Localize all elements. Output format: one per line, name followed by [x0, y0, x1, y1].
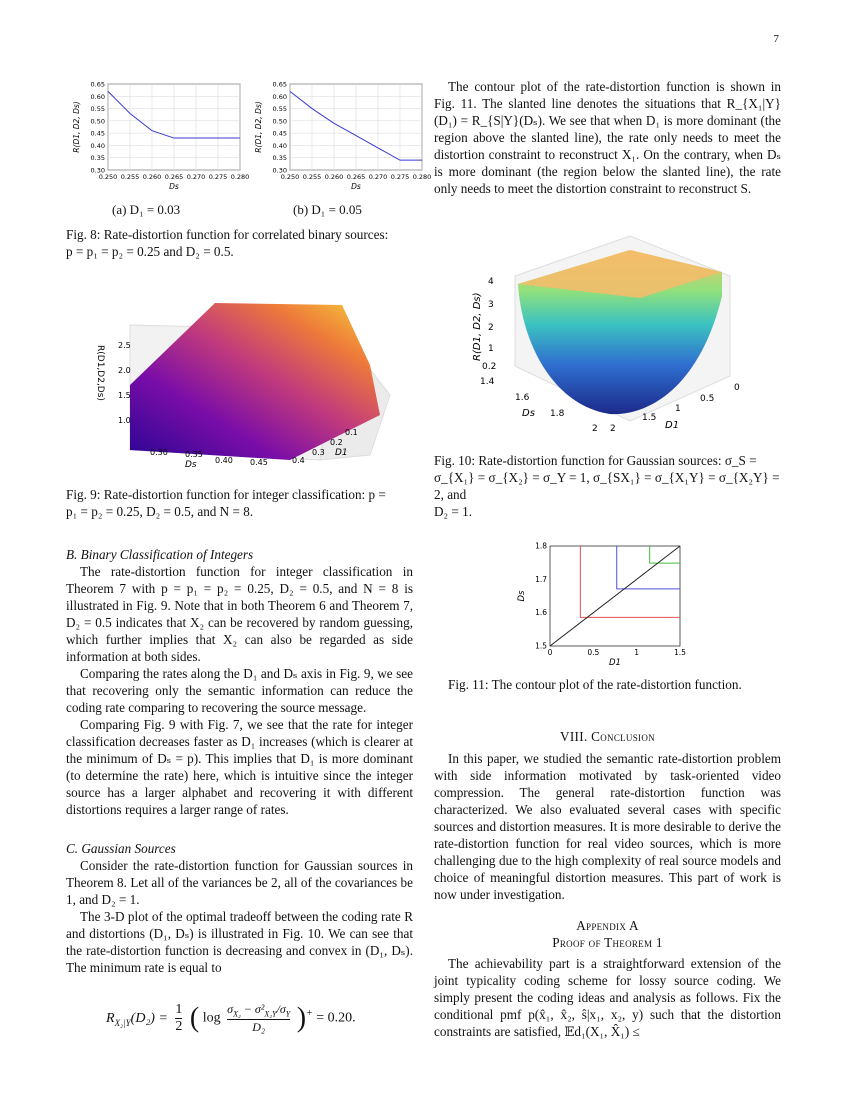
y-axis-label: Ds: [517, 590, 527, 602]
fig8a-label: (a) D₁ = 0.03: [112, 202, 181, 217]
fig10-zt1: 3: [488, 300, 494, 310]
fig10-yt4: 2: [610, 424, 616, 434]
fig9-surface-plot: [90, 285, 410, 475]
x-tick-label: 0.255: [302, 173, 322, 181]
y-tick-label: 0.30: [90, 166, 105, 175]
x-axis-label: Ds: [169, 182, 179, 191]
y-tick-label: 0.55: [90, 105, 105, 114]
fig10-yt1: 0.5: [700, 394, 715, 404]
contour-paragraph-text: The contour plot of the rate-distortion function is shown in Fig. 11. The slanted line denotes the situations that R_{X₁|Y}(D₁) = R_{S|Y}(Dₛ). We see that when D₁ is more dominant (the region above the slanted line), the rate only needs to meet the distortion constraint to reconstruct X₁. On the contrary, when Dₛ is more dominant (the region below the slanted line), the rate only needs to meet the distortion constraint to reconstruct S.: [434, 79, 781, 196]
fig9-xt2: 0.40: [215, 456, 233, 465]
section-b-title: B. Binary Classification of Integers: [66, 547, 254, 562]
fig9-z-axis: [95, 341, 131, 425]
fig10-xlabel: Ds: [522, 408, 535, 419]
fig8-caption-l2: p = p₁ = p₂ = 0.25 and D₂ = 0.5.: [66, 244, 234, 259]
fig9-zt0: 2.5: [118, 341, 131, 350]
fig9-zt1: 2.0: [118, 366, 131, 375]
y-axis-label: R(D1, D2, Ds): [72, 101, 81, 153]
x-tick-label: 0.250: [98, 173, 118, 181]
x-tick-label: 0.255: [120, 173, 140, 181]
fig9-xt0: 0.30: [150, 448, 168, 457]
fig9-zt3: 1.0: [118, 416, 131, 425]
fig10-xt0: 1.4: [480, 377, 495, 387]
fig10-yt3: 1.5: [642, 413, 657, 423]
fig10-xt3: 2: [592, 424, 598, 434]
fig10-zt3: 1: [488, 344, 494, 354]
fig9-yt1: 0.3: [312, 448, 325, 457]
fig8b-label: (b) D₁ = 0.05: [293, 202, 362, 217]
sec-b-paragraph-3: Comparing Fig. 9 with Fig. 7, we see that the rate for integer classification decreases faster as D₁ increases (which is clearer at the minimum of Dₛ = p). This implies that D₁ is more dominant (to determine the rate) here, which is intuitive since the integer source has a larger alphabet and recovering it with different distortions requires a larger range of rates.: [66, 717, 413, 817]
fig8a-chart: [70, 78, 250, 196]
sec-c-paragraph-1: Consider the rate-distortion function for Gaussian sources in Theorem 8. Let all of the variances be 2, all of the covariances be 1, and D₂ = 1.: [66, 858, 413, 907]
fig9-yt2: 0.2: [330, 438, 343, 447]
sec-b-paragraph-2: Comparing the rates along the D₁ and Dₛ axis in Fig. 9, we see that recovering only the semantic information can reduce the coding rate comparing to recovering the source message.: [66, 666, 413, 715]
fig10-surface-plot: [460, 236, 770, 441]
y-tick-label: 1.8: [535, 541, 547, 551]
x-tick-label: 1.5: [674, 648, 686, 657]
x-tick-label: 0.270: [368, 173, 388, 181]
contour-paragraph: [434, 78, 781, 197]
y-tick-label: 0.45: [90, 129, 105, 138]
fig10-zt0: 4: [488, 277, 494, 287]
fig11-caption: Fig. 11: The contour plot of the rate-distortion function.: [448, 677, 742, 692]
fig9-yt3: 0.1: [345, 428, 358, 437]
fig9-zlabel: R(D1,D2,Ds): [95, 345, 105, 401]
x-tick-label: 0: [547, 648, 553, 657]
y-tick-label: 0.60: [90, 92, 105, 101]
fig9-caption-l1: Fig. 9: Rate-distortion function for integer classification: p =: [66, 487, 386, 502]
y-tick-label: 0.60: [272, 92, 287, 101]
equation: $R_{X_2|Y}(D_2)$ = $\frac{1}{2}$ ( log $\frac{\sigma_{X_2} - \sigma^2_{X_2Y}/\sigma_Y}{\text{D₂}}$ )+ = 0.20.: [106, 1002, 356, 1034]
fig9-xlabel: Ds: [185, 460, 197, 470]
conclusion-paragraph: In this paper, we studied the semantic rate-distortion problem with side information motivated by task-oriented video compression. The general rate-distortion function was characterized. We also evaluated several cases with specific sources and distortion measures. It is more desirable to derive the rate-distortion function for real video sources, which is more challenging due to the high complexity of real source models and choice of meaningful distortion measures. This part of work is now under investigation.: [434, 751, 781, 902]
fig10-yt2: 1: [675, 404, 681, 414]
fig11-contour-plot: [510, 540, 695, 670]
x-tick-label: 0.275: [208, 173, 228, 181]
conclusion-text: [434, 750, 781, 903]
fig10-yt0: 0: [734, 383, 740, 393]
y-tick-label: 0.30: [272, 166, 287, 175]
x-tick-label: 0.260: [142, 173, 162, 181]
x-tick-label: 0.275: [390, 173, 410, 181]
fig10-caption-l1: Fig. 10: Rate-distortion function for Gaussian sources: σ_S =: [434, 453, 757, 468]
conclusion-heading: VIII. Conclusion: [560, 729, 655, 744]
left-column-text: [66, 546, 413, 976]
x-tick-label: 0.260: [324, 173, 344, 181]
appendix-heading: Appendix A: [576, 918, 639, 933]
x-tick-label: 0.5: [587, 648, 600, 657]
sec-c-paragraph-2: The 3-D plot of the optimal tradeoff between the coding rate R and distortions (D₁, Dₛ) is illustrated in Fig. 10. We can see that the rate-distortion function is decreasing and convex in (D₁, Dₛ). The minimum rate is equal to: [66, 909, 413, 975]
appendix-text: [434, 955, 781, 1040]
fig10-caption-l2: σ_{X₁} = σ_{X₂} = σ_Y = 1, σ_{SX₁} = σ_{X₁Y} = σ_{X₂Y} = 2, and: [434, 470, 780, 502]
y-tick-label: 1.7: [535, 574, 547, 584]
fig10-ylabel: D1: [665, 420, 680, 431]
fig9-yt0: 0.4: [292, 456, 305, 465]
fig9-xt3: 0.45: [250, 458, 268, 467]
fig10-zt2: 2: [488, 323, 494, 333]
y-tick-label: 0.40: [272, 141, 287, 150]
y-tick-label: 0.55: [272, 105, 287, 114]
fig10-zt4: 0.2: [482, 362, 497, 372]
fig10-xt1: 1.6: [515, 393, 530, 403]
x-tick-label: 0.270: [186, 173, 206, 181]
fig10-caption-l3: D₂ = 1.: [434, 504, 473, 519]
y-tick-label: 0.50: [272, 117, 287, 126]
y-tick-label: 1.6: [535, 608, 547, 618]
fig10-xt2: 1.8: [550, 409, 565, 419]
y-axis-label: R(D1, D2, Ds): [254, 101, 263, 153]
x-tick-label: 0.265: [164, 173, 184, 181]
appendix-paragraph: The achievability part is a straightforward extension of the joint typicality coding scheme for lossy source coding. We simply present the coding ideas and analysis as follows. Fix the conditional pmf p(x̂₁, x̂₂, ŝ|x₁, x₂, y) such that the distortion constraints are satisfied, 𝔼d₁(X₁, X̂₁) ≤: [434, 956, 781, 1039]
fig10-zlabel: R(D1, D2, Ds): [472, 292, 483, 361]
y-tick-label: 0.50: [90, 117, 105, 126]
y-tick-label: 0.65: [272, 80, 287, 89]
x-tick-label: 0.250: [280, 173, 300, 181]
fig9-zt2: 1.5: [118, 391, 131, 400]
fig8b-chart: [252, 78, 432, 196]
x-tick-label: 0.280: [412, 173, 432, 181]
y-tick-label: 0.45: [272, 129, 287, 138]
y-tick-label: 0.40: [90, 141, 105, 150]
x-tick-label: 1: [634, 648, 640, 657]
section-c-title: C. Gaussian Sources: [66, 841, 176, 856]
x-tick-label: 0.280: [230, 173, 250, 181]
x-axis-label: Ds: [351, 182, 361, 191]
equation-result: = 0.20.: [316, 1010, 356, 1026]
y-tick-label: 0.35: [272, 154, 287, 163]
y-tick-label: 1.5: [535, 641, 547, 651]
appendix-subheading: Proof of Theorem 1: [552, 935, 663, 950]
fig9-ylabel: D1: [335, 448, 348, 458]
fig9-xt1: 0.35: [185, 450, 203, 459]
x-axis-label: D1: [609, 658, 621, 668]
sec-b-paragraph-1: The rate-distortion function for integer classification in Theorem 7 with p = p₁ = p₂ = 0.25, D₂ = 0.5, and N = 8 is illustrated in Fig. 9. Note that in both Theorem 6 and Theorem 7, D₂ = 0.5 indicates that X₂ can be recovered by random guessing, which further implies that X₂ can also be regarded as side information at both sides.: [66, 564, 413, 664]
y-tick-label: 0.65: [90, 80, 105, 89]
page-number: 7: [773, 33, 779, 45]
x-tick-label: 0.265: [346, 173, 366, 181]
y-tick-label: 0.35: [90, 154, 105, 163]
fig9-caption-l2: p₁ = p₂ = 0.25, D₂ = 0.5, and N = 8.: [66, 504, 254, 519]
fig8-caption-l1: Fig. 8: Rate-distortion function for correlated binary sources:: [66, 227, 389, 242]
